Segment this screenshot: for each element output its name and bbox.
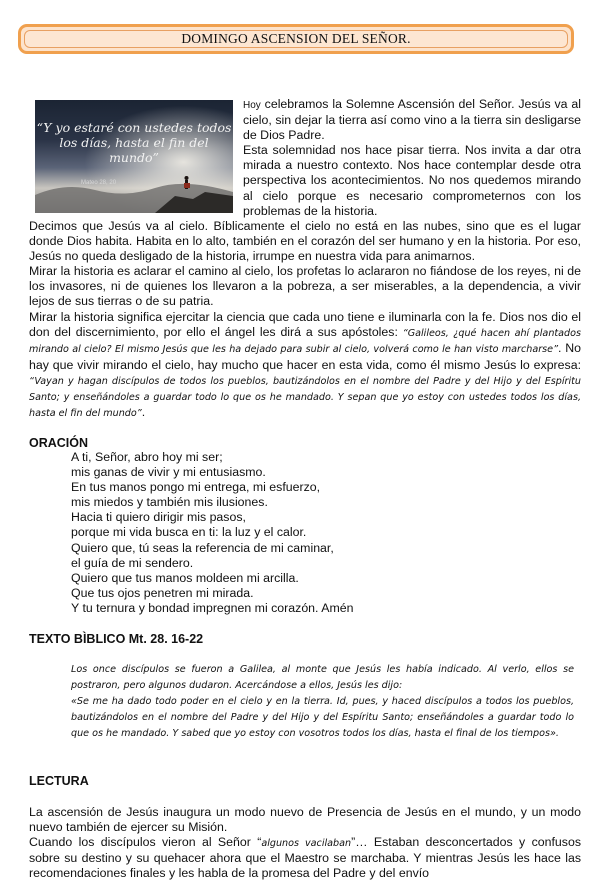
intro-text-1: celebramos la Solemne Ascensión del Señor. Jesús va al cielo, sin dejar la tierra así como vino a la tierra sin desligarse de Dios Padre. [243,97,581,143]
prayer-line: Que tus ojos penetren mi mirada. [71,585,254,600]
paragraph-historia: Mirar la historia es aclarar el camino al cielo, los profetas lo aclararon no fiándose de los reyes, ni de los invasores, ni de quienes los llevaron a la pobreza, a ser miserables, a la dependencia, a vivir lejos de sus tierras o de su patria. [29,264,581,309]
prayer-line: En tus manos pongo mi entrega, mi esfuerzo, [71,480,321,495]
intro-paragraph-2: Esta solemnidad nos hace pisar tierra. Nos invita a dar otra mirada a nuestro contexto. Nos hace contemplar desde otra perspectiva los acontecimientos. No nos quedemos mirando al cielo porque es necesario comprometernos con los problemas de la historia. [243,143,581,218]
p5-text-e: . [141,405,146,420]
lectura-quote: algunos vacilaban [261,838,352,849]
oracion-heading: ORACIÓN [29,436,89,450]
p5-text-a: Mirar la historia significa ejercitar la ciencia que cada uno tiene e iluminarla con la fe. Dios nos dio el don del discernimiento, por ello el ángel les dirá a sus apóstoles: [29,310,581,340]
page-title: DOMINGO ASCENSION DEL SEÑOR. [181,31,411,46]
prayer-line: el guía de mi sendero. [71,555,194,570]
image-reference: Mateo 28, 20 [81,180,117,186]
paragraph-discernimiento [29,310,581,421]
p5-text-c: . No hay que vivir mirando el cielo, hay mucho que hacer en esta vida, como él mismo Jesús lo expresa: [29,341,582,372]
paragraph-cielo: Decimos que Jesús va al cielo. Bíblicamente el cielo no está en las nubes, sino que es el lugar donde Dios habita. Habita en lo alto, también en el corazón del ser humano y en la historia. Por eso, Jesús no queda desligado de la historia, irrumpe en nuestra vida para animarnos. [29,219,581,264]
intro-hoy: Hoy [243,100,261,111]
lectura-heading: LECTURA [29,774,89,788]
prayer-line: mis miedos y también mis ilusiones. [71,495,268,510]
texto-biblico-heading: TEXTO BÌBLICO Mt. 28. 16-22 [29,632,204,646]
prayer-line: porque mi vida busca en ti: la luz y el calor. [71,525,307,540]
lectura-paragraph-2 [29,835,581,882]
intro-paragraph-1 [243,97,581,144]
lectura-text-a: Cuando los discípulos vieron al Señor “ [29,835,262,849]
prayer-line: Quiero que, tú seas la referencia de mi caminar, [71,540,334,555]
prayer-line: Hacia ti quiero dirigir mis pasos, [71,510,246,525]
oracion-lines [71,450,353,616]
title-banner [18,24,574,54]
prayer-line: Y tu ternura y bondad impregnen mi corazón. Amén [71,600,354,615]
p5-quote-galileos: “Galileos, ¿qué hacen ahí plantados mirando al cielo? El mismo Jesús que les ha dejado para subir al cielo, volverá como le han visto marcharse” [29,328,581,356]
texto-biblico-paragraph-2: «Se me ha dado todo poder en el cielo y en la tierra. Id, pues, y haced discípulos a todos los pueblos, bautizándolos en el nombre del Padre y del Hijo y del Espíritu Santo; enseñándoles a guardar todo lo que os he mandado. Y sabed que yo estoy con vosotros todos los días, hasta el final de los tiempos». [71,696,574,739]
prayer-line: mis ganas de vivir y mi entusiasmo. [71,465,266,480]
texto-biblico-paragraph-1: Los once discípulos se fueron a Galilea, al monte que Jesús les había indicado. Al verlo, ellos se postraron, pero algunos dudaron. Acercándose a ellos, Jesús les dijo: [71,664,574,691]
ascension-image [35,100,233,213]
prayer-line: Quiero que tus manos moldeen mi arcilla. [71,570,299,585]
image-quote: “Y yo estaré con ustedes todos los días, hasta el fin del mundo” [36,120,232,165]
lectura-paragraph-1: La ascensión de Jesús inaugura un modo nuevo de Presencia de Jesús en el mundo, y un modo nuevo también de ejercer su Misión. [29,805,581,835]
title-banner-inner [24,30,568,48]
prayer-line: A ti, Señor, abro hoy mi ser; [71,450,223,464]
lectura-text-c: ”… Estaban desconcertados y confusos sobre su destino y su quehacer ahora que el Maestro se marchaba. Y mientras Jesús les hace las recomendaciones finales y les habla de la promesa del Padre y del envío [29,835,581,881]
p5-quote-vayan: “Vayan y hagan discípulos de todos los pueblos, bautizándolos en el nombre del Padre y del Hijo y del Espíritu Santo; y enseñándoles a guardar todo lo que os he mandado. Y sepan que yo estoy con ustedes todos los días, hasta el fin del mundo” [29,375,581,420]
